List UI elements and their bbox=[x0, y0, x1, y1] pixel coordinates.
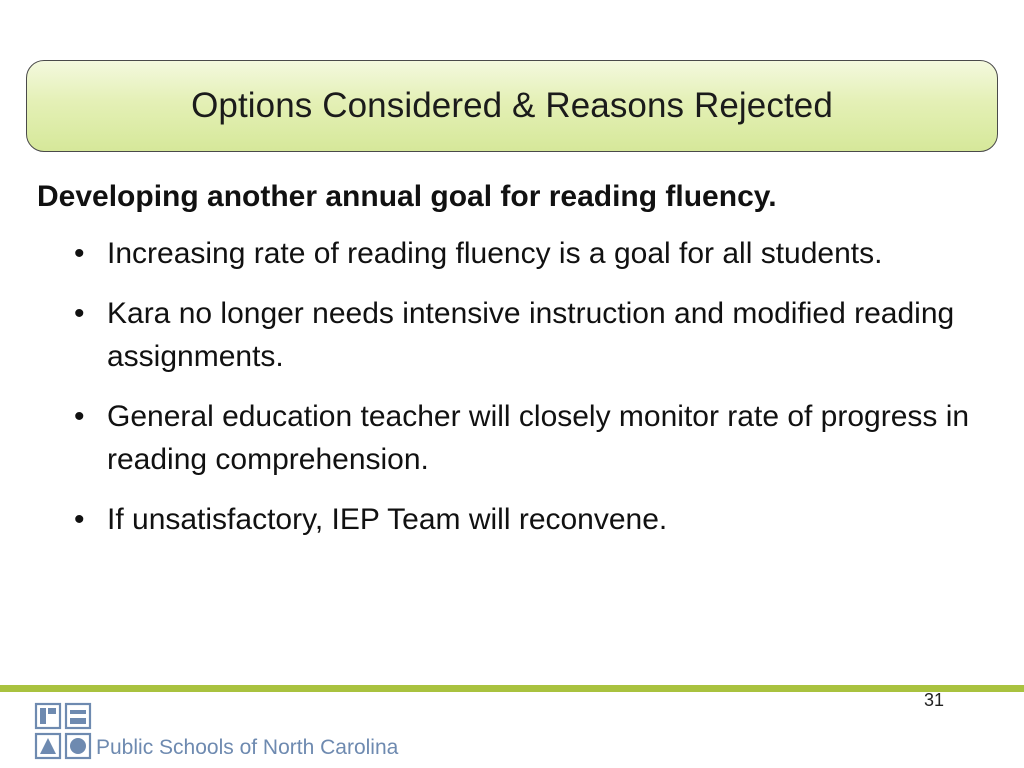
title-banner bbox=[26, 60, 998, 152]
bullet-text: General education teacher will closely monitor rate of progress in reading comprehension. bbox=[107, 400, 970, 476]
bullet-text: If unsatisfactory, IEP Team will reconvene. bbox=[107, 503, 668, 536]
slide-subtitle: Developing another annual goal for reading fluency. bbox=[37, 180, 777, 213]
bullet-item bbox=[72, 292, 992, 378]
footer-divider bbox=[0, 685, 1024, 692]
organization-name: Public Schools of North Carolina bbox=[96, 736, 399, 759]
bullet-dot: • bbox=[74, 297, 85, 330]
bullet-item bbox=[72, 498, 992, 541]
bullet-item bbox=[72, 395, 992, 481]
bullet-dot: • bbox=[74, 237, 85, 270]
page-number: 31 bbox=[923, 690, 944, 710]
bullet-dot: • bbox=[74, 400, 85, 433]
nc-public-schools-logo-icon bbox=[34, 702, 92, 760]
bullet-dot: • bbox=[74, 503, 85, 536]
bullet-list bbox=[72, 232, 992, 558]
slide-title: Options Considered & Reasons Rejected bbox=[191, 86, 833, 125]
bullet-item bbox=[72, 232, 992, 275]
bullet-text: Increasing rate of reading fluency is a goal for all students. bbox=[107, 237, 883, 270]
bullet-text: Kara no longer needs intensive instruction and modified reading assignments. bbox=[107, 297, 955, 373]
